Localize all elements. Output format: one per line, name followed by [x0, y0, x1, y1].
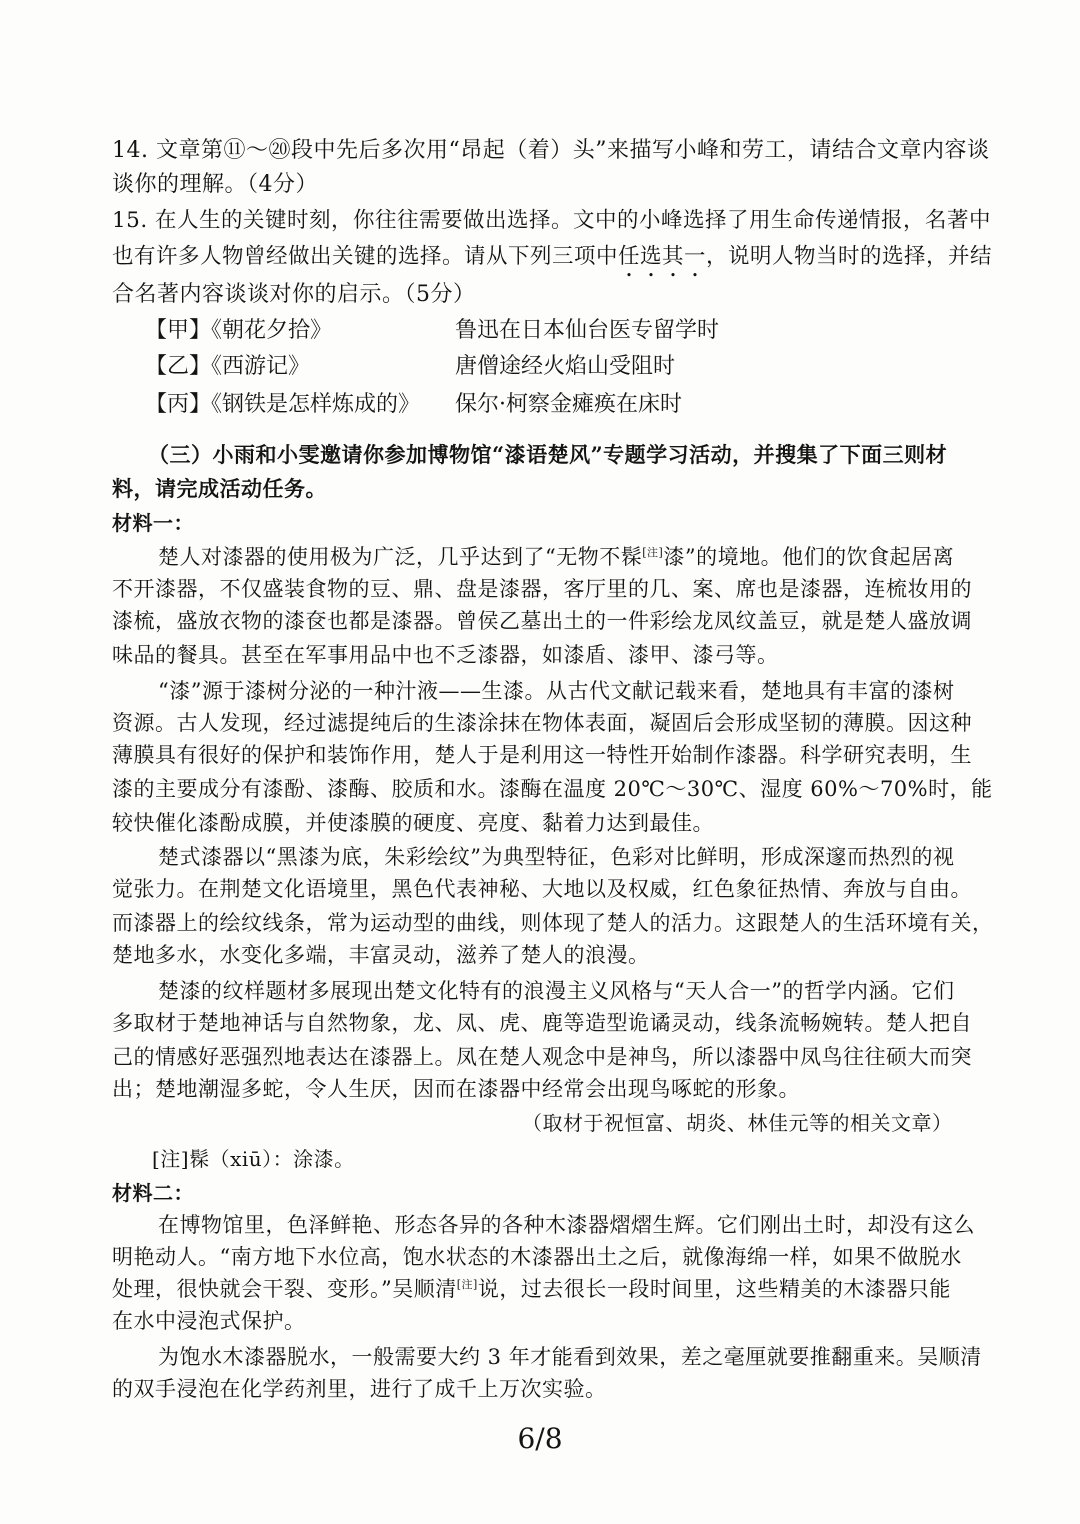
m1-p2-line-5: 较快催化漆酚成膜，并使漆膜的硬度、亮度、黏着力达到最佳。	[112, 811, 714, 835]
m1-p1-line-1	[158, 542, 954, 572]
option-yi-label: 【乙】《西游记》	[145, 354, 311, 379]
section-3-heading-line-2: 料，请完成活动任务。	[112, 476, 327, 501]
m1-p1-line-3: 漆梳，盛放衣物的漆奁也都是漆器。曾侯乙墓出土的一件彩绘龙凤纹盖豆，就是楚人盛放调	[112, 609, 972, 633]
option-jia-desc: 鲁迅在日本仙台医专留学时	[455, 318, 720, 343]
q15-line-2	[112, 242, 992, 282]
option-bing-desc: 保尔·柯察金瘫痪在床时	[455, 392, 682, 417]
material-2-title: 材料二：	[112, 1181, 194, 1205]
m1-p1-line-1-a: 楚人对漆器的使用极为广泛，几乎达到了“无物不髹	[158, 545, 643, 569]
m1-p2-line-3: 薄膜具有很好的保护和装饰作用，楚人于是利用这一特性开始制作漆器。科学研究表明，生	[112, 743, 972, 767]
m1-p4-line-1: 楚漆的纹样题材多展现出楚文化特有的浪漫主义风格与“天人合一”的哲学内涵。它们	[158, 979, 955, 1003]
m1-p3-line-4: 楚地多水，水变化多端，丰富灵动，滋养了楚人的浪漫。	[112, 943, 650, 967]
m1-p3-line-1: 楚式漆器以“黑漆为底，朱彩绘纹”为典型特征，色彩对比鲜明，形成深邃而热烈的视	[158, 845, 955, 869]
q14-line-2: 谈你的理解。（4分）	[112, 172, 318, 197]
material-1-title: 材料一：	[112, 511, 194, 535]
q15-line-3: 合名著内容谈谈对你的启示。（5分）	[112, 282, 476, 307]
q14-line-1: 14. 文章第⑪～⑳段中先后多次用“昂起（着）头”来描写小峰和劳工，请结合文章内容谈	[112, 138, 990, 163]
section-3-heading-line-1: （三）小雨和小雯邀请你参加博物馆“漆语楚风”专题学习活动，并搜集了下面三则材	[148, 442, 948, 467]
m2-p1-line-2: 明艳动人。“南方地下水位高，饱水状态的木漆器出土之后，就像海绵一样，如果不做脱水	[112, 1245, 962, 1269]
m1-source: （取材于祝恒富、胡炎、林佳元等的相关文章）	[522, 1111, 953, 1135]
option-jia-label: 【甲】《朝花夕拾》	[145, 318, 333, 343]
m1-p1-line-4: 味品的餐具。甚至在军事用品中也不乏漆器，如漆盾、漆甲、漆弓等。	[112, 643, 779, 667]
m1-p3-line-3: 而漆器上的绘纹线条，常为运动型的曲线，则体现了楚人的活力。这跟楚人的生活环境有关，	[112, 911, 994, 935]
m2-p1-line-3-a: 处理，很快就会干裂、变形。”吴顺清	[112, 1277, 457, 1301]
note-marker: [注]	[642, 546, 664, 559]
m2-p2-line-2: 的双手浸泡在化学药剂里，进行了成千上万次实验。	[112, 1377, 607, 1401]
m1-p2-line-2: 资源。古人发现，经过滤提纯后的生漆涂抹在物体表面，凝固后会形成坚韧的薄膜。因这种	[112, 711, 972, 735]
m1-p1-line-2: 不开漆器，不仅盛装食物的豆、鼎、盘是漆器，客厅里的几、案、席也是漆器，连梳妆用的	[112, 577, 972, 601]
q15-line-2-post: ，说明人物当时的选择，并结	[706, 244, 993, 269]
m1-p4-line-4: 出；楚地潮湿多蛇，令人生厌，因而在漆器中经常会出现鸟啄蛇的形象。	[112, 1077, 800, 1101]
m2-p2-line-1: 为饱水木漆器脱水，一般需要大约 3 年才能看到效果，差之毫厘就要推翻重来。吴顺清	[158, 1345, 982, 1369]
note-marker: [注]	[456, 1278, 478, 1291]
m2-p1-line-3-b: 说，过去很长一段时间里，这些精美的木漆器只能	[477, 1277, 951, 1301]
m1-p4-line-2: 多取材于楚地神话与自然物象，龙、凤、虎、鹿等造型诡谲灵动，线条流畅婉转。楚人把自	[112, 1011, 972, 1035]
m1-p2-line-4: 漆的主要成分有漆酚、漆酶、胶质和水。漆酶在温度 20℃～30℃、湿度 60%～70%时，能	[112, 777, 993, 801]
m2-p1-line-1: 在博物馆里，色泽鲜艳、形态各异的各种木漆器熠熠生辉。它们刚出土时，却没有这么	[158, 1213, 975, 1237]
m1-p4-line-3: 己的情感好恶强烈地表达在漆器上。凤在楚人观念中是神鸟，所以漆器中凤鸟往往硕大而突	[112, 1045, 972, 1069]
m1-p2-line-1: “漆”源于漆树分泌的一种汁液——生漆。从古代文献记载来看，楚地具有丰富的漆树	[158, 679, 955, 703]
m1-footnote: [注]髹（xiū）：涂漆。	[152, 1147, 355, 1171]
m2-p1-line-3	[112, 1274, 951, 1304]
q15-line-1: 15. 在人生的关键时刻，你往往需要做出选择。文中的小峰选择了用生命传递情报，名著中	[112, 208, 992, 233]
q15-emphasis: 任选其一	[618, 244, 707, 269]
m1-p1-line-1-b: 漆”的境地。他们的饮食起居离	[663, 545, 955, 569]
m1-p3-line-2: 觉张力。在荆楚文化语境里，黑色代表神秘、大地以及权威，红色象征热情、奔放与自由。	[112, 877, 972, 901]
m2-p1-line-4: 在水中浸泡式保护。	[112, 1309, 306, 1333]
q15-line-2-pre: 也有许多人物曾经做出关键的选择。请从下列三项中	[112, 244, 619, 269]
option-bing-label: 【丙】《钢铁是怎样炼成的》	[145, 392, 421, 417]
option-yi-desc: 唐僧途经火焰山受阻时	[455, 354, 676, 379]
page-number: 6/8	[517, 1422, 563, 1455]
